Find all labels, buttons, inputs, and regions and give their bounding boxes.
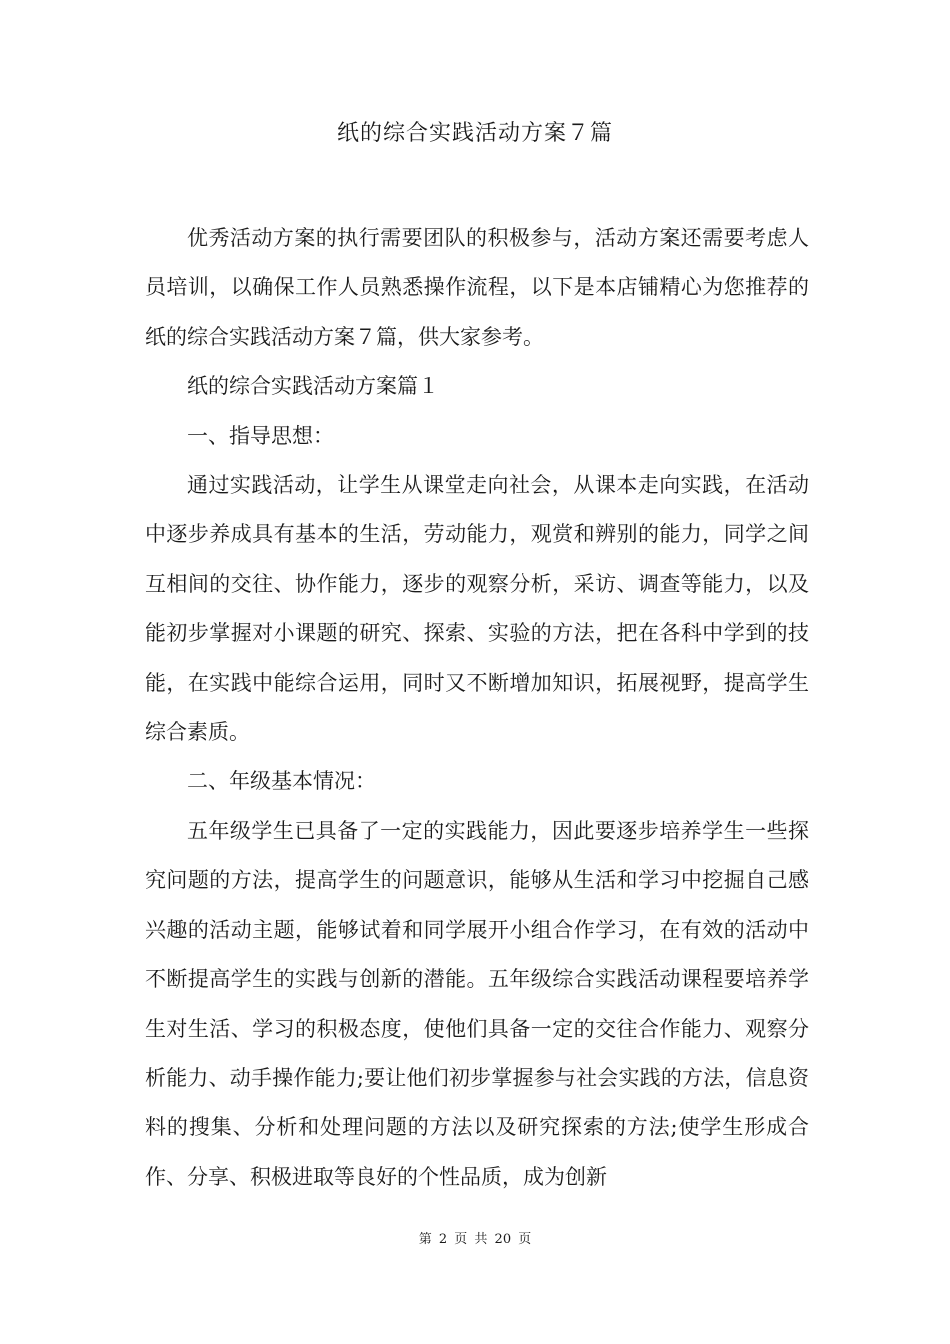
document-body — [145, 214, 809, 1202]
document-title: 纸的综合实践活动方案７篇 — [336, 121, 613, 146]
paragraph-heading-grade-situation: 二、年级基本情况： — [187, 769, 376, 794]
paragraph-heading-guiding-ideology: 一、指导思想： — [187, 423, 334, 448]
paragraph-guiding-ideology: 通过实践活动，让学生从课堂走向社会，从课本走向实践，在活动中逐步养成具有基本的生活，劳动能力，观赏和辨别的能力，同学之间互相间的交往、协作能力，逐步的观察分析，采访、调查等能力，以及能初步掌握对小课题的研究、探索、实验的方法，把在各科中学到的技能，在实践中能综合运用，同时又不断增加知识，拓展视野，提高学生综合素质。 — [145, 473, 809, 745]
paragraph-intro: 优秀活动方案的执行需要团队的积极参与，活动方案还需要考虑人员培训，以确保工作人员熟悉操作流程，以下是本店铺精心为您推荐的纸的综合实践活动方案７篇，供大家参考。 — [145, 226, 809, 349]
paragraph-grade-situation: 五年级学生已具备了一定的实践能力，因此要逐步培养学生一些探究问题的方法，提高学生的问题意识，能够从生活和学习中挖掘自己感兴趣的活动主题，能够试着和同学展开小组合作学习，在有效的活动中不断提高学生的实践与创新的潜能。五年级综合实践活动课程要培养学生对生活、学习的积极态度，使他们具备一定的交往合作能力、观察分析能力、动手操作能力;要让他们初步掌握参与社会实践的方法，信息资料的搜集、分析和处理问题的方法以及研究探索的方法;使学生形成合作、分享、积极进取等良好的个性品质，成为创新 — [145, 818, 809, 1189]
page-number-footer: 第 2 页 共 20 页 — [418, 1232, 532, 1247]
paragraph-section-heading: 纸的综合实践活动方案篇１ — [187, 374, 439, 399]
